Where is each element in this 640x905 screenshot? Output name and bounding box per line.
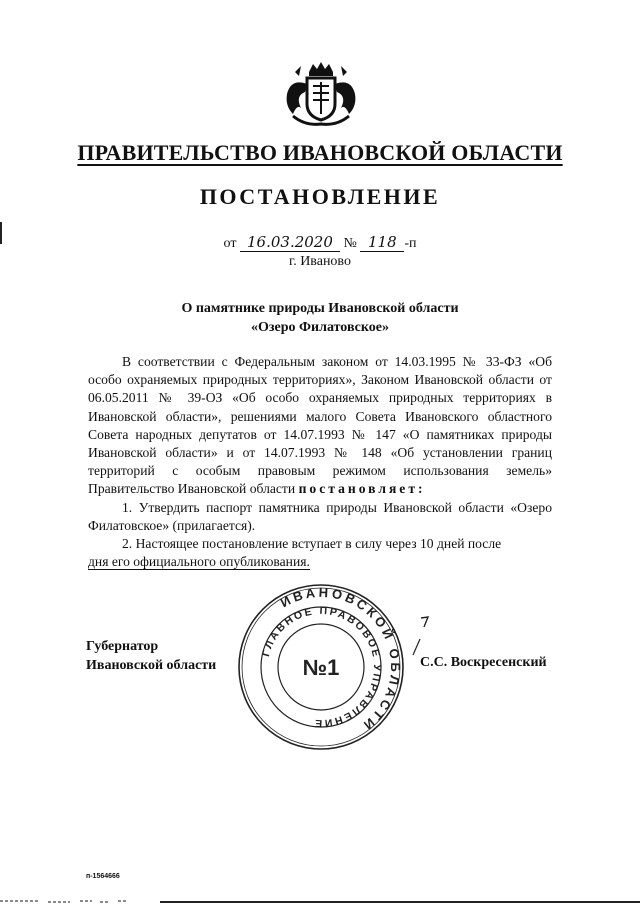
scan-edge-strip [0,898,640,905]
coat-of-arms-emblem [283,60,359,128]
body-item-2-tail: дня его официального опубликования. [88,554,310,570]
subject-line-2: «Озеро Филатовское» [251,320,389,335]
seal-inner-text: ГЛАВНОЕ ПРАВОВОЕ УПРАВЛЕНИЕ [260,604,384,730]
number-sign: № [343,236,357,251]
government-title: ПРАВИТЕЛЬСТВО ИВАНОВСКОЙ ОБЛАСТИ [77,140,563,165]
body-intro-paragraph: В соответствии с Федеральным законом от 14.03.1995 № 33-ФЗ «Об особо охраняемых природных территориях», Законом Ивановской области от 06.05.2011 № 39-ОЗ «Об особо охраняемых природных территориях в Ивановской области», решениями малого Совета Ивановского областного Совета народных депутатов от 14.07.1993 № 147 «О памятниках природы Ивановской области» и от 14.07.1993 № 148 «Об установлении границ территорий с особым правовым режимом использования земель» Правительство Ивановской области постановляет: [88,354,552,497]
resolves-word: постановляет: [298,481,426,497]
signer-position: Губернатор Ивановской области [86,639,217,673]
margin-mark [0,222,2,244]
seal-center-number: №1 [302,655,340,680]
city: г. Иваново [289,254,351,269]
number-suffix: -п [404,236,417,251]
official-seal [236,582,406,752]
signer-name: С.С. Воскресенский [420,655,547,670]
footer-document-code: п-1564666 [86,873,120,880]
date-number-line [0,233,640,252]
signature-mark-icon [418,615,432,629]
seal-outer-text: ИВАНОВСКОЙ ОБЛАСТИ [277,584,404,735]
date-prefix: от [223,236,237,251]
document-subject [0,299,640,337]
svg-text:ИВАНОВСКОЙ ОБЛАСТИ [278,585,403,735]
body-item-1: 1. Утвердить паспорт памятника природы Ивановской области «Озеро Филатовское» (прилагается). [88,499,552,533]
body-item-2: 2. Настоящее постановление вступает в силу через 10 дней после [122,536,502,552]
document-number: 118 [360,233,404,252]
document-body [88,353,552,571]
document-type-heading: ПОСТАНОВЛЕНИЕ [199,184,441,209]
document-date: 16.03.2020 [240,233,340,252]
subject-line-1: О памятнике природы Ивановской области [181,301,459,316]
signature-stroke-icon [409,637,423,657]
